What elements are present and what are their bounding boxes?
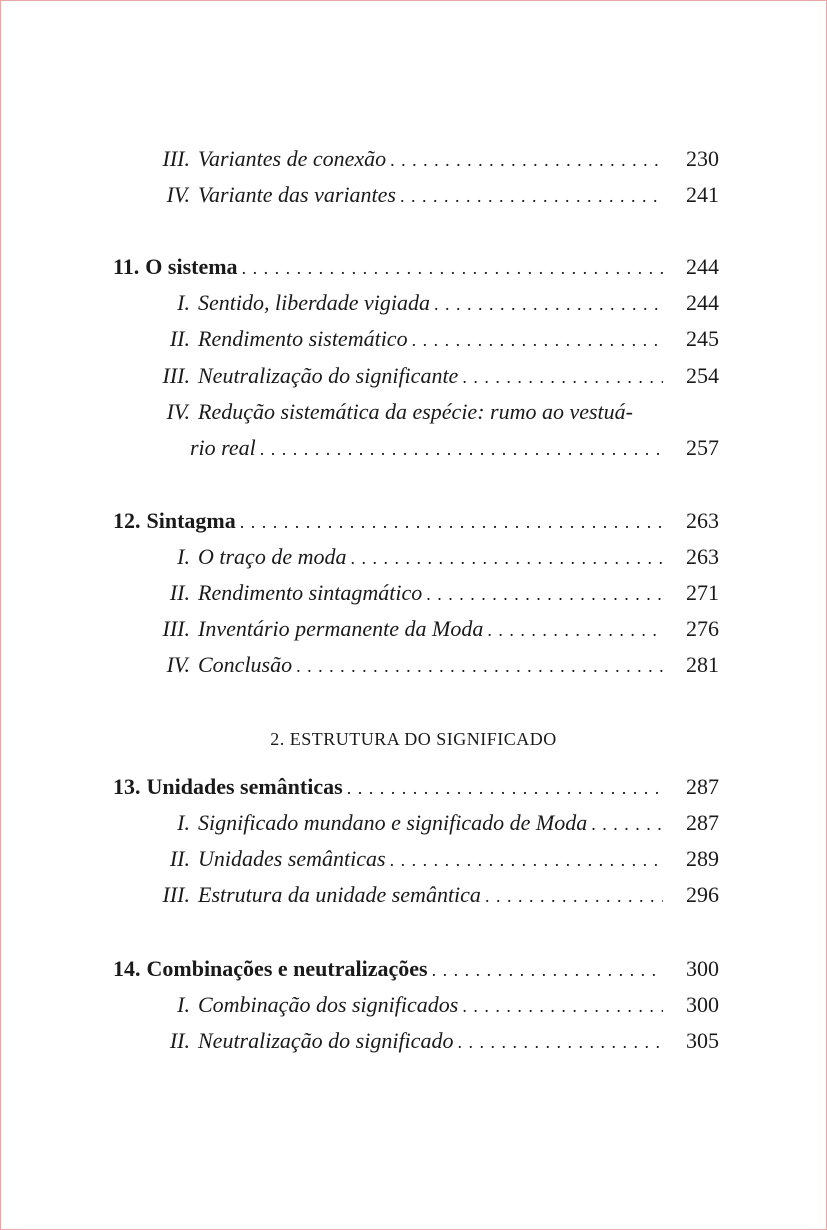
chapter-title: Sintagma — [146, 508, 236, 533]
chapter-title: O sistema — [145, 254, 238, 279]
entry-page: 300 — [686, 956, 719, 981]
leader-dots — [350, 543, 663, 573]
entry-page: 281 — [686, 652, 719, 677]
entry-title: Rendimento sintagmático — [198, 580, 423, 605]
leader-dots — [457, 1027, 663, 1057]
entry-title: Sentido, liberdade vigiada — [198, 290, 430, 315]
entry-number: III. — [162, 363, 190, 388]
entry-page: 289 — [686, 846, 719, 871]
entry-number: II. — [169, 580, 190, 605]
entry-page: 245 — [686, 326, 719, 351]
leader-dots — [347, 773, 663, 803]
leader-dots — [400, 181, 663, 211]
leader-dots — [242, 253, 663, 283]
chapter-number: 12. — [113, 508, 141, 533]
entry-number: I. — [177, 544, 190, 569]
chapter-title: Unidades semânticas — [146, 774, 343, 799]
entry-page: 257 — [686, 435, 719, 460]
entry-title-continued: rio real — [190, 435, 256, 460]
leader-dots — [434, 289, 663, 319]
toc-entry — [113, 650, 719, 680]
entry-title: Estrutura da unidade semântica — [198, 882, 481, 907]
toc-entry — [113, 542, 719, 572]
section-heading: 2. ESTRUTURA DO SIGNIFICADO — [270, 729, 557, 749]
entry-number: II. — [169, 1028, 190, 1053]
entry-number: II. — [169, 326, 190, 351]
entry-page: 244 — [686, 254, 719, 279]
toc-entry — [113, 288, 719, 318]
chapter-number: 11. — [113, 254, 140, 279]
toc-entry — [113, 144, 719, 174]
toc-entry-continuation — [190, 433, 719, 463]
entry-number: IV. — [166, 399, 190, 424]
entry-title: Inventário permanente da Moda — [198, 616, 484, 641]
chapter-number: 13. — [113, 774, 141, 799]
toc-entry — [113, 880, 719, 910]
leader-dots — [487, 615, 663, 645]
toc-entry — [113, 180, 719, 210]
leader-dots — [426, 579, 663, 609]
entry-page: 244 — [686, 290, 719, 315]
entry-page: 263 — [686, 544, 719, 569]
toc-entry — [113, 808, 719, 838]
entry-title: Variantes de conexão — [198, 146, 387, 171]
toc-entry — [113, 1026, 719, 1056]
leader-dots — [591, 809, 663, 839]
toc-entry — [113, 361, 719, 391]
entry-page: 230 — [686, 146, 719, 171]
leader-dots — [260, 434, 663, 464]
toc-entry — [113, 844, 719, 874]
leader-dots — [462, 362, 663, 392]
entry-number: II. — [169, 846, 190, 871]
entry-title: Redução sistemática da espécie: rumo ao vestuá- — [198, 399, 633, 424]
leader-dots — [432, 955, 663, 985]
chapter-number: 14. — [113, 956, 141, 981]
entry-title: Conclusão — [198, 652, 293, 677]
entry-title: Significado mundano e significado de Moda — [198, 810, 588, 835]
entry-number: I. — [177, 290, 190, 315]
entry-number: IV. — [166, 182, 190, 207]
leader-dots — [462, 991, 663, 1021]
entry-page: 263 — [686, 508, 719, 533]
entry-page: 287 — [686, 774, 719, 799]
leader-dots — [485, 881, 663, 911]
entry-page: 305 — [686, 1028, 719, 1053]
toc-entry — [113, 614, 719, 644]
entry-number: III. — [162, 146, 190, 171]
entry-page: 254 — [686, 363, 719, 388]
entry-number: III. — [162, 616, 190, 641]
entry-number: IV. — [166, 652, 190, 677]
entry-page: 241 — [686, 182, 719, 207]
entry-page: 276 — [686, 616, 719, 641]
leader-dots — [412, 325, 663, 355]
entry-title: Neutralização do significado — [198, 1028, 454, 1053]
entry-page: 271 — [686, 580, 719, 605]
chapter-title: Combinações e neutralizações — [146, 956, 428, 981]
toc-entry — [113, 578, 719, 608]
entry-title: Combinação dos significados — [198, 992, 459, 1017]
entry-page: 287 — [686, 810, 719, 835]
toc-entry — [113, 990, 719, 1020]
leader-dots — [296, 651, 663, 681]
entry-title: Neutralização do significante — [198, 363, 459, 388]
entry-page: 296 — [686, 882, 719, 907]
toc-entry — [113, 397, 719, 427]
leader-dots — [390, 145, 663, 175]
entry-number: I. — [177, 992, 190, 1017]
entry-title: Rendimento sistemático — [198, 326, 408, 351]
chapter-entry — [113, 252, 719, 282]
leader-dots — [240, 507, 663, 537]
entry-title: O traço de moda — [198, 544, 347, 569]
chapter-entry — [113, 954, 719, 984]
entry-title: Unidades semânticas — [198, 846, 386, 871]
chapter-entry — [113, 506, 719, 536]
entry-number: III. — [162, 882, 190, 907]
leader-dots — [390, 845, 663, 875]
entry-page: 300 — [686, 992, 719, 1017]
entry-number: I. — [177, 810, 190, 835]
toc-entry — [113, 324, 719, 354]
entry-title: Variante das variantes — [198, 182, 396, 207]
chapter-entry — [113, 772, 719, 802]
